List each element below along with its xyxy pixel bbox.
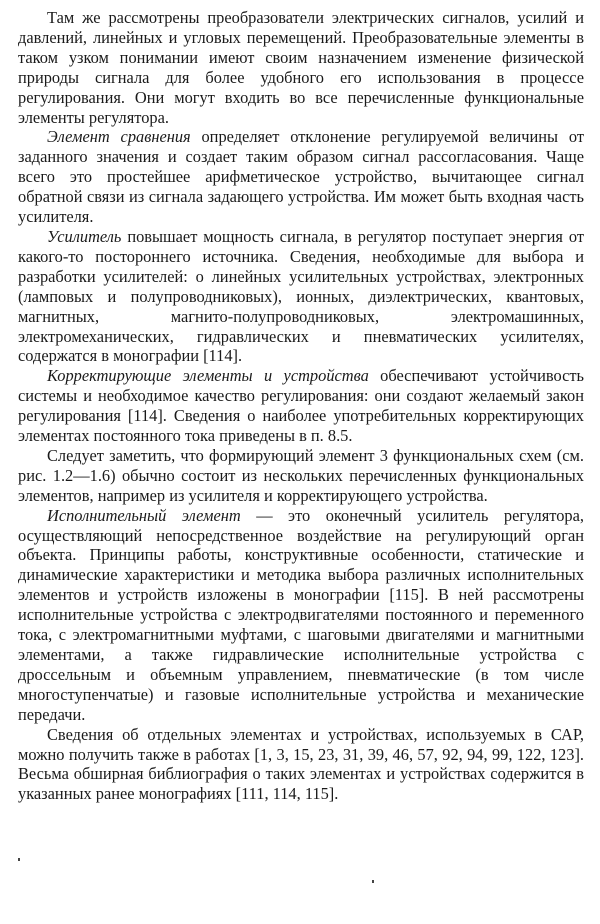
paragraph-amplifier <box>18 227 584 366</box>
paragraph-text: определяет отклонение регулируемой величины от заданного значения и создает таким образом сигнал рассогласования. Чаще всего это простейшее арифметическое устройство, вычитающее сигнал обратной связи из сигнала задающего устройства. Им может быть входная часть усилителя. <box>18 127 585 227</box>
paragraph-text: — это оконечный усилитель регулятора, осуществляющий непосредственное воздействие на регулирующий орган объекта. Принципы работы, конструктивные особенности, статические и динамические характеристики и методика выбора различных исполнительных элементов и устройств изложены в монографии [115]. В ней рассмотрены исполнительные устройства с электродвигателями постоянного и переменного тока, с электромагнитными муфтами, с шаговыми двигателями и магнитными элементами, а также гидравлические исполнительные устройства с дроссельным и объемным управлением, пневматические (в том числе многоступенчатые) и газовые исполнительные устройства и механические передачи. <box>18 505 584 724</box>
print-speck <box>18 858 20 861</box>
paragraph-executive-element <box>18 506 584 725</box>
paragraph-text: Сведения об отдельных элементах и устройствах, используемых в САР, можно получить также в работах [1, 3, 15, 23, 31, 39, 46, 57, 92, 94, 99, 122, 123]. Весьма обширная библиография о таких элементах и устройствах содержится в указанных ранее монографиях [111, 114, 115]. <box>18 724 584 804</box>
term-corrective-elements: Корректирующие элементы и устройства <box>47 366 369 386</box>
page-body <box>18 8 584 804</box>
paragraph-converters <box>18 8 584 127</box>
paragraph-text: Следует заметить, что формирующий элемент 3 функциональных схем (см. рис. 1.2—1.6) обычно состоит из нескольких перечисленных функциональных элементов, например из усилителя и корректирующего устройства. <box>18 445 584 505</box>
paragraph-text: повышает мощность сигнала, в регулятор поступает энергия от какого-то постороннего источника. Сведения, необходимые для выбора и разработки усилителей: о линейных усилительных устройствах, электронных (ламповых и полупроводниковых), ионных, диэлектрических, квантовых, магнитных, магнито-полупроводниковых, электромашинных, электромеханических, гидравлических и пневматических усилителях, содержатся в монографии [114]. <box>18 226 584 366</box>
term-amplifier: Усилитель <box>47 226 122 246</box>
print-speck <box>372 880 374 883</box>
term-comparison-element: Элемент сравнения <box>47 127 191 147</box>
paragraph-references <box>18 725 584 805</box>
term-executive-element: Исполнительный элемент <box>47 505 241 525</box>
paragraph-forming-element-note <box>18 446 584 506</box>
paragraph-corrective-elements <box>18 366 584 446</box>
paragraph-text: обеспечивают устойчивость системы и необходимое качество регулирования: они создают желаемый закон регулирования [114]. Сведения о наиболее употребительных корректирующих элементах постоянного тока приведены в п. 8.5. <box>18 366 584 446</box>
paragraph-text: Там же рассмотрены преобразователи электрических сигналов, усилий и давлений, линейных и угловых перемещений. Преобразовательные элементы в таком узком понимании имеют своим назначением изменение физической природы сигнала для более удобного его использования в процессе регулирования. Они могут входить во все перечисленные функциональные элементы регулятора. <box>18 8 584 127</box>
paragraph-comparison-element <box>18 127 584 227</box>
